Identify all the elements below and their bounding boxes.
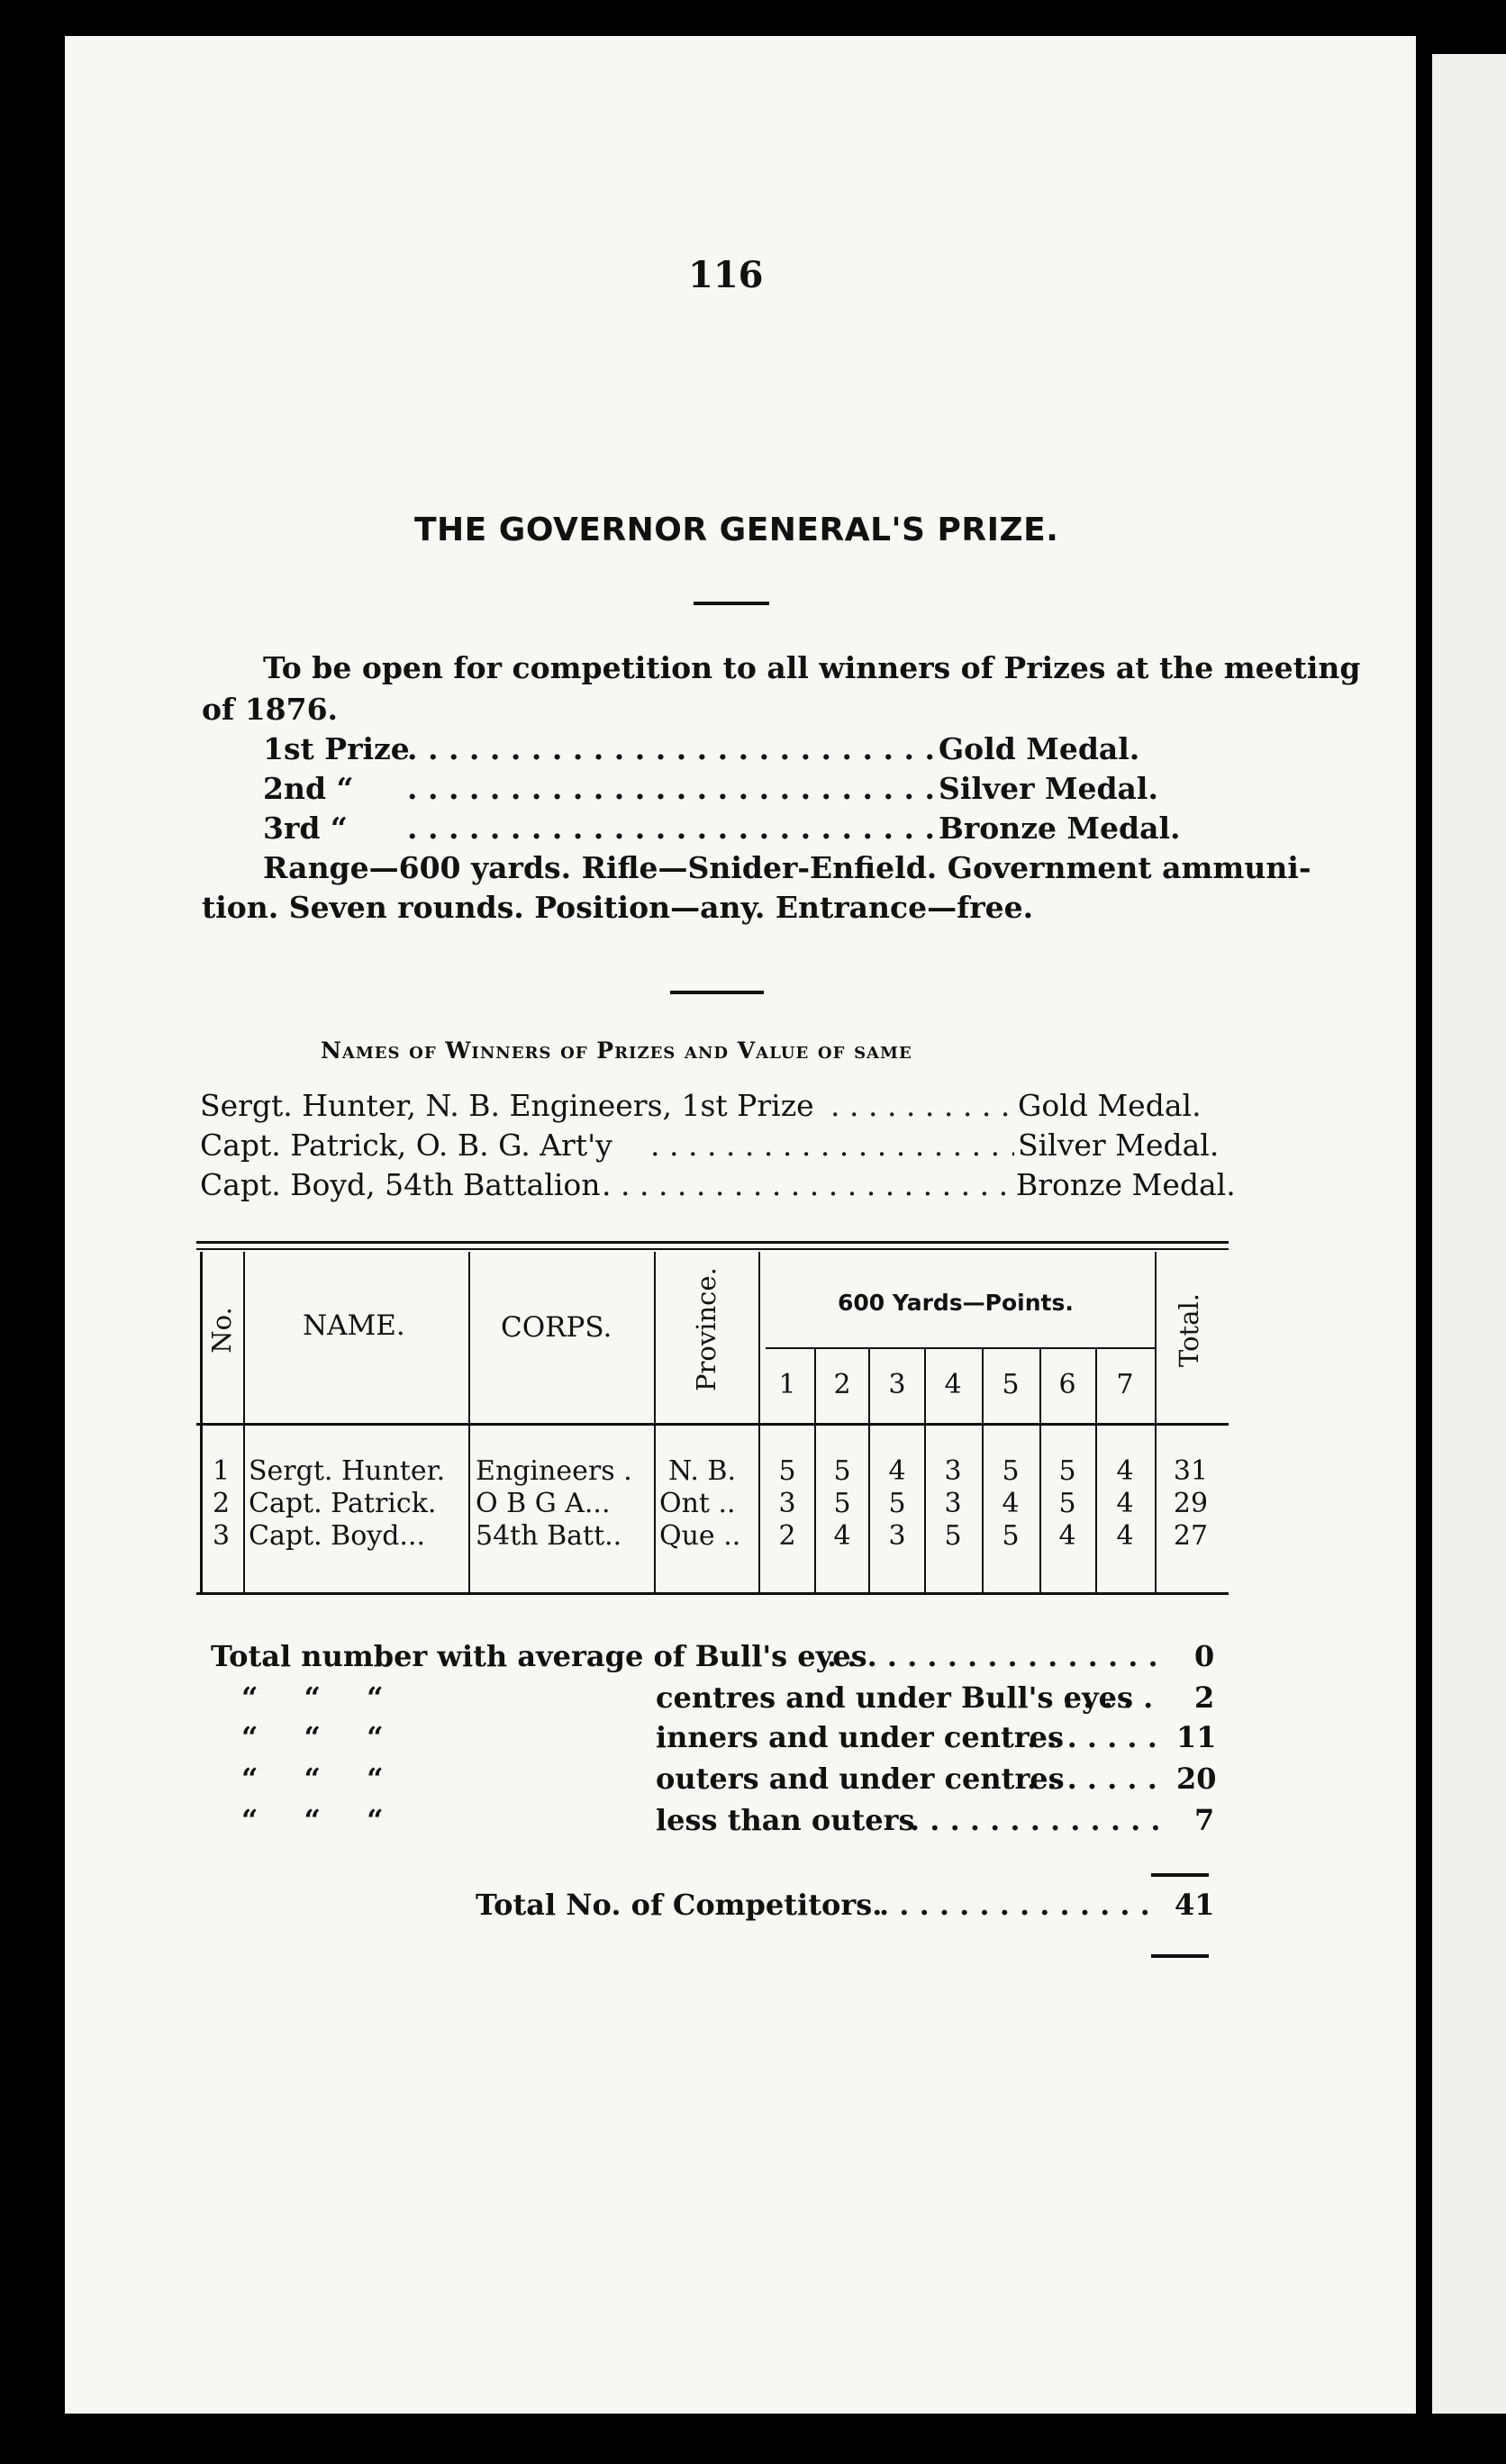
leader-dots [1063,1680,1157,1715]
row-2-no: 2 [213,1488,231,1519]
winner-1-value: Gold Medal. [1018,1088,1202,1123]
summary-line-2-ditto: “ “ “ [241,1680,384,1715]
row-2-province: Ont .. [659,1488,736,1519]
section-divider [670,991,764,994]
header-no: No. [206,1307,237,1354]
leader-dots [910,1803,1158,1837]
row-1-province: N. B. [668,1455,736,1487]
summary-line-4-label: outers and under centres [656,1762,1065,1796]
header-shot-7: 7 [1116,1369,1134,1400]
header-corps: CORPS. [501,1311,612,1344]
header-shot-2: 2 [833,1369,851,1400]
row-2-score: 5 [888,1488,906,1519]
row-1-score: 3 [944,1455,962,1487]
prize-3-label: 3rd “ [263,811,348,846]
summary-line-3-value: 11 [1176,1720,1217,1754]
page-title: THE GOVERNOR GENERAL'S PRIZE. [414,512,1059,548]
prize-1-label: 1st Prize [263,731,410,766]
table-header-rule [196,1423,1229,1426]
row-3-province: Que .. [659,1520,741,1552]
summary-line-4-ditto: “ “ “ [241,1762,384,1796]
leader-dots [602,1167,1012,1202]
leader-dots [650,1128,1014,1163]
header-shot-4: 4 [944,1369,962,1400]
col-divider [1039,1349,1041,1592]
row-1-name: Sergt. Hunter. [249,1455,446,1487]
leader-dots [879,1888,1149,1922]
summary-line-5-ditto: “ “ “ [241,1803,384,1837]
winner-2-value: Silver Medal. [1018,1128,1220,1163]
header-name: NAME. [303,1309,405,1342]
row-1-corps: Engineers . [476,1455,632,1487]
row-3-no: 3 [213,1520,231,1552]
summary-line-3-label: inners and under centres [656,1720,1064,1754]
title-divider [694,602,769,605]
summary-line-5-label: less than outers [656,1803,915,1837]
prize-1-value: Gold Medal. [939,731,1140,766]
total-rule [1151,1873,1209,1877]
leader-dots [1027,1720,1157,1754]
col-divider [654,1252,656,1592]
col-divider [1095,1349,1097,1592]
total-competitors-label: Total No. of Competitors. [476,1888,883,1922]
prize-2-label: 2nd “ [263,771,354,806]
col-divider [758,1252,760,1592]
header-total: Total. [1174,1293,1204,1367]
row-3-score: 2 [778,1520,796,1552]
col-divider [924,1349,926,1592]
row-2-score: 3 [778,1488,796,1519]
table-top-rule [196,1248,1229,1250]
row-1-no: 1 [213,1455,231,1487]
row-1-score: 4 [1116,1455,1134,1487]
summary-line-3-ditto: “ “ “ [241,1720,384,1754]
table-bottom-rule [196,1592,1229,1595]
row-1-score: 5 [778,1455,796,1487]
row-2-score: 4 [1116,1488,1134,1519]
winner-3-name: Capt. Boyd, 54th Battalion [200,1167,601,1202]
winner-3-value: Bronze Medal. [1016,1167,1236,1202]
leader-dots [407,731,935,766]
table-top-rule [196,1241,1229,1244]
row-2-score: 5 [1058,1488,1076,1519]
winner-1-name: Sergt. Hunter, N. B. Engineers, 1st Prize [200,1088,814,1123]
col-divider [468,1252,470,1592]
row-3-total: 27 [1173,1520,1209,1552]
book-page [65,36,1416,2414]
prize-2-value: Silver Medal. [939,771,1158,806]
header-shot-3: 3 [888,1369,906,1400]
leader-dots [407,771,935,806]
leader-dots [407,811,935,846]
leader-dots [1027,1762,1157,1796]
header-points: 600 Yards—Points. [838,1290,1074,1316]
col-divider [982,1349,984,1592]
row-3-score: 4 [1058,1520,1076,1552]
col-divider [243,1252,245,1592]
header-shot-5: 5 [1002,1369,1020,1400]
intro-line-2: of 1876. [202,692,339,727]
row-3-score: 4 [1116,1520,1134,1552]
winners-heading: Names of Winners of Prizes and Value of same [321,1037,912,1064]
col-divider [1155,1252,1157,1592]
intro-line-1: To be open for competition to all winners of Prizes at the meeting [263,650,1361,685]
row-3-name: Capt. Boyd... [249,1520,426,1552]
col-divider [814,1349,816,1592]
summary-line-2-label: centres and under Bull's eyes [656,1680,1133,1715]
header-shot-1: 1 [778,1369,796,1400]
row-1-score: 5 [1058,1455,1076,1487]
row-3-corps: 54th Batt.. [476,1520,622,1552]
row-3-score: 4 [833,1520,851,1552]
table-left-border [200,1252,203,1592]
conditions-line-1: Range—600 yards. Rifle—Snider-Enfield. Government ammuni- [263,850,1311,885]
total-bottom-rule [1151,1954,1209,1958]
summary-line-4-value: 20 [1176,1762,1217,1796]
row-1-score: 5 [833,1455,851,1487]
row-1-score: 4 [888,1455,906,1487]
winner-2-name: Capt. Patrick, O. B. G. Art'y [200,1128,612,1163]
row-2-name: Capt. Patrick. [249,1488,437,1519]
row-2-score: 4 [1002,1488,1020,1519]
summary-line-1-label: Total number with average of Bull's eyes [211,1639,867,1673]
col-divider [868,1349,870,1592]
facing-page-edge [1432,54,1506,2414]
leader-dots [830,1088,1014,1123]
row-1-score: 5 [1002,1455,1020,1487]
prize-3-value: Bronze Medal. [939,811,1181,846]
conditions-line-2: tion. Seven rounds. Position—any. Entrance—free. [202,890,1034,925]
row-2-score: 5 [833,1488,851,1519]
total-competitors-value: 41 [1175,1888,1215,1922]
summary-line-5-value: 7 [1194,1803,1215,1837]
header-shot-6: 6 [1058,1369,1076,1400]
summary-line-2-value: 2 [1194,1680,1215,1715]
row-2-score: 3 [944,1488,962,1519]
row-3-score: 5 [1002,1520,1020,1552]
row-2-total: 29 [1173,1488,1209,1519]
header-province: Province. [691,1267,721,1391]
summary-line-1-value: 0 [1194,1639,1215,1673]
row-3-score: 3 [888,1520,906,1552]
row-3-score: 5 [944,1520,962,1552]
leader-dots [827,1639,1158,1673]
page-number: 116 [688,254,764,296]
row-1-total: 31 [1173,1455,1209,1487]
row-2-corps: O B G A... [476,1488,611,1519]
